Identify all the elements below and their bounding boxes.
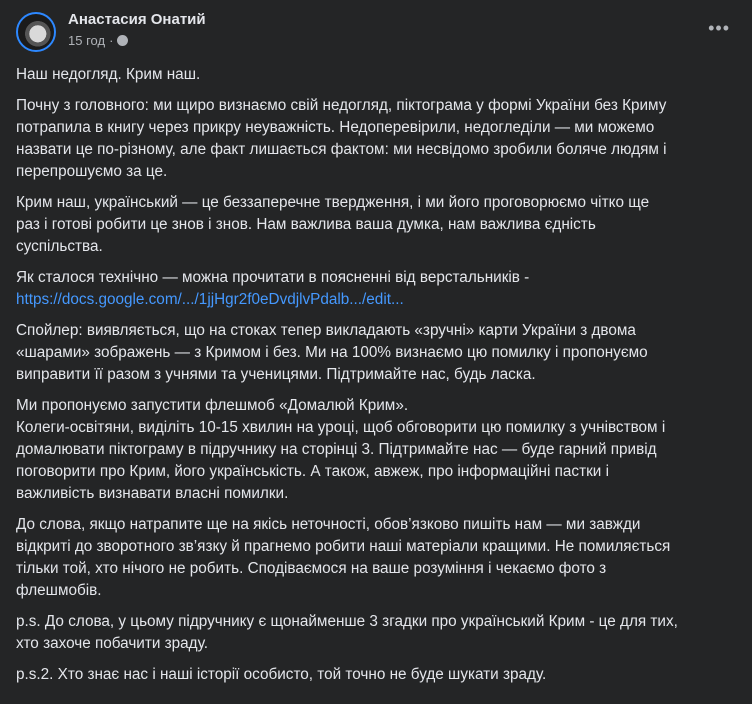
text-line: виправити її разом з учнями та ученицями. Підтримайте нас, будь ласка. xyxy=(16,366,536,383)
text-line: хто захоче побачити зраду. xyxy=(16,635,208,652)
post-paragraph xyxy=(16,64,678,86)
post-text xyxy=(16,64,678,695)
post-paragraph xyxy=(16,514,678,602)
post-time[interactable]: 15 год xyxy=(68,33,106,48)
post-paragraph xyxy=(16,395,678,505)
text-line: Як сталося технічно — можна прочитати в поясненні від верстальників - xyxy=(16,269,530,286)
author-name[interactable]: Анастасия Онатий xyxy=(68,11,206,28)
text-line: суспільства. xyxy=(16,238,103,255)
post-paragraph xyxy=(16,664,678,686)
text-line: «шарами» зображень — з Кримом і без. Ми на 100% визнаємо цю помилку і пропонуємо xyxy=(16,344,648,361)
text-line: Ми пропонуємо запустити флешмоб «Домалюй Крим». xyxy=(16,397,409,414)
text-line: раз і готові робити це знов і знов. Нам важлива ваша думка, нам важлива єдність xyxy=(16,216,596,233)
text-line: тільки той, хто нічого не робить. Сподіваємося на ваше розуміння і чекаємо фото з xyxy=(16,560,607,577)
text-line: відкриті до зворотного зв’язку й прагнемо робити наші матеріали кращими. Не помиляється xyxy=(16,538,671,555)
text-line: Спойлер: виявляється, що на стоках тепер викладають «зручні» карти України з двома xyxy=(16,322,636,339)
docs-link[interactable]: https://docs.google.com/.../1jjHgr2f0eDvdjlvPdalb.../edit... xyxy=(16,291,404,308)
more-options-icon[interactable]: ••• xyxy=(708,18,730,38)
text-line: флешмобів. xyxy=(16,582,102,599)
text-line: Крим наш, український — це беззаперечне твердження, і ми його проговорюємо чітко ще xyxy=(16,194,650,211)
globe-icon[interactable] xyxy=(117,35,128,46)
text-line: p.s. До слова, у цьому підручнику є щонайменше 3 згадки про український Крим - це для тих, xyxy=(16,613,678,630)
text-line: Колеги-освітяни, виділіть 10-15 хвилин на уроці, щоб обговорити цю помилку з учнівством і xyxy=(16,419,666,436)
text-line: домалювати піктограму в підручнику на сторінці 3. Підтримайте нас — буде гарний привід xyxy=(16,441,657,458)
post-header xyxy=(16,12,206,52)
post-paragraph xyxy=(16,95,678,183)
post-paragraph xyxy=(16,611,678,655)
text-line: До слова, якщо натрапите ще на якісь неточності, обов’язково пишіть нам — ми завжди xyxy=(16,516,641,533)
post-paragraph xyxy=(16,192,678,258)
post-paragraph xyxy=(16,267,678,311)
text-line: p.s.2. Хто знає нас і наші історії особисто, той точно не буде шукати зраду. xyxy=(16,666,547,683)
text-line: Наш недогляд. Крим наш. xyxy=(16,66,201,83)
post-subtitle xyxy=(68,33,206,48)
text-line: назвати це по-різному, але факт лишається фактом: ми несвідомо зробили боляче людям і xyxy=(16,141,667,158)
text-line: перепрошуємо за це. xyxy=(16,163,168,180)
post-meta xyxy=(68,11,206,48)
text-line: поговорити про Крим, його українськість. А також, авжеж, про інформаційні пастки і xyxy=(16,463,609,480)
text-line: потрапила в книгу через прикру неуважність. Недоперевірили, недогледіли — ми можемо xyxy=(16,119,655,136)
author-avatar[interactable] xyxy=(16,12,56,52)
text-line: Почну з головного: ми щиро визнаємо свій недогляд, піктограма у формі України без Криму xyxy=(16,97,667,114)
separator: · xyxy=(109,33,114,48)
post-paragraph xyxy=(16,320,678,386)
text-line: важливість визнавати власні помилки. xyxy=(16,485,289,502)
